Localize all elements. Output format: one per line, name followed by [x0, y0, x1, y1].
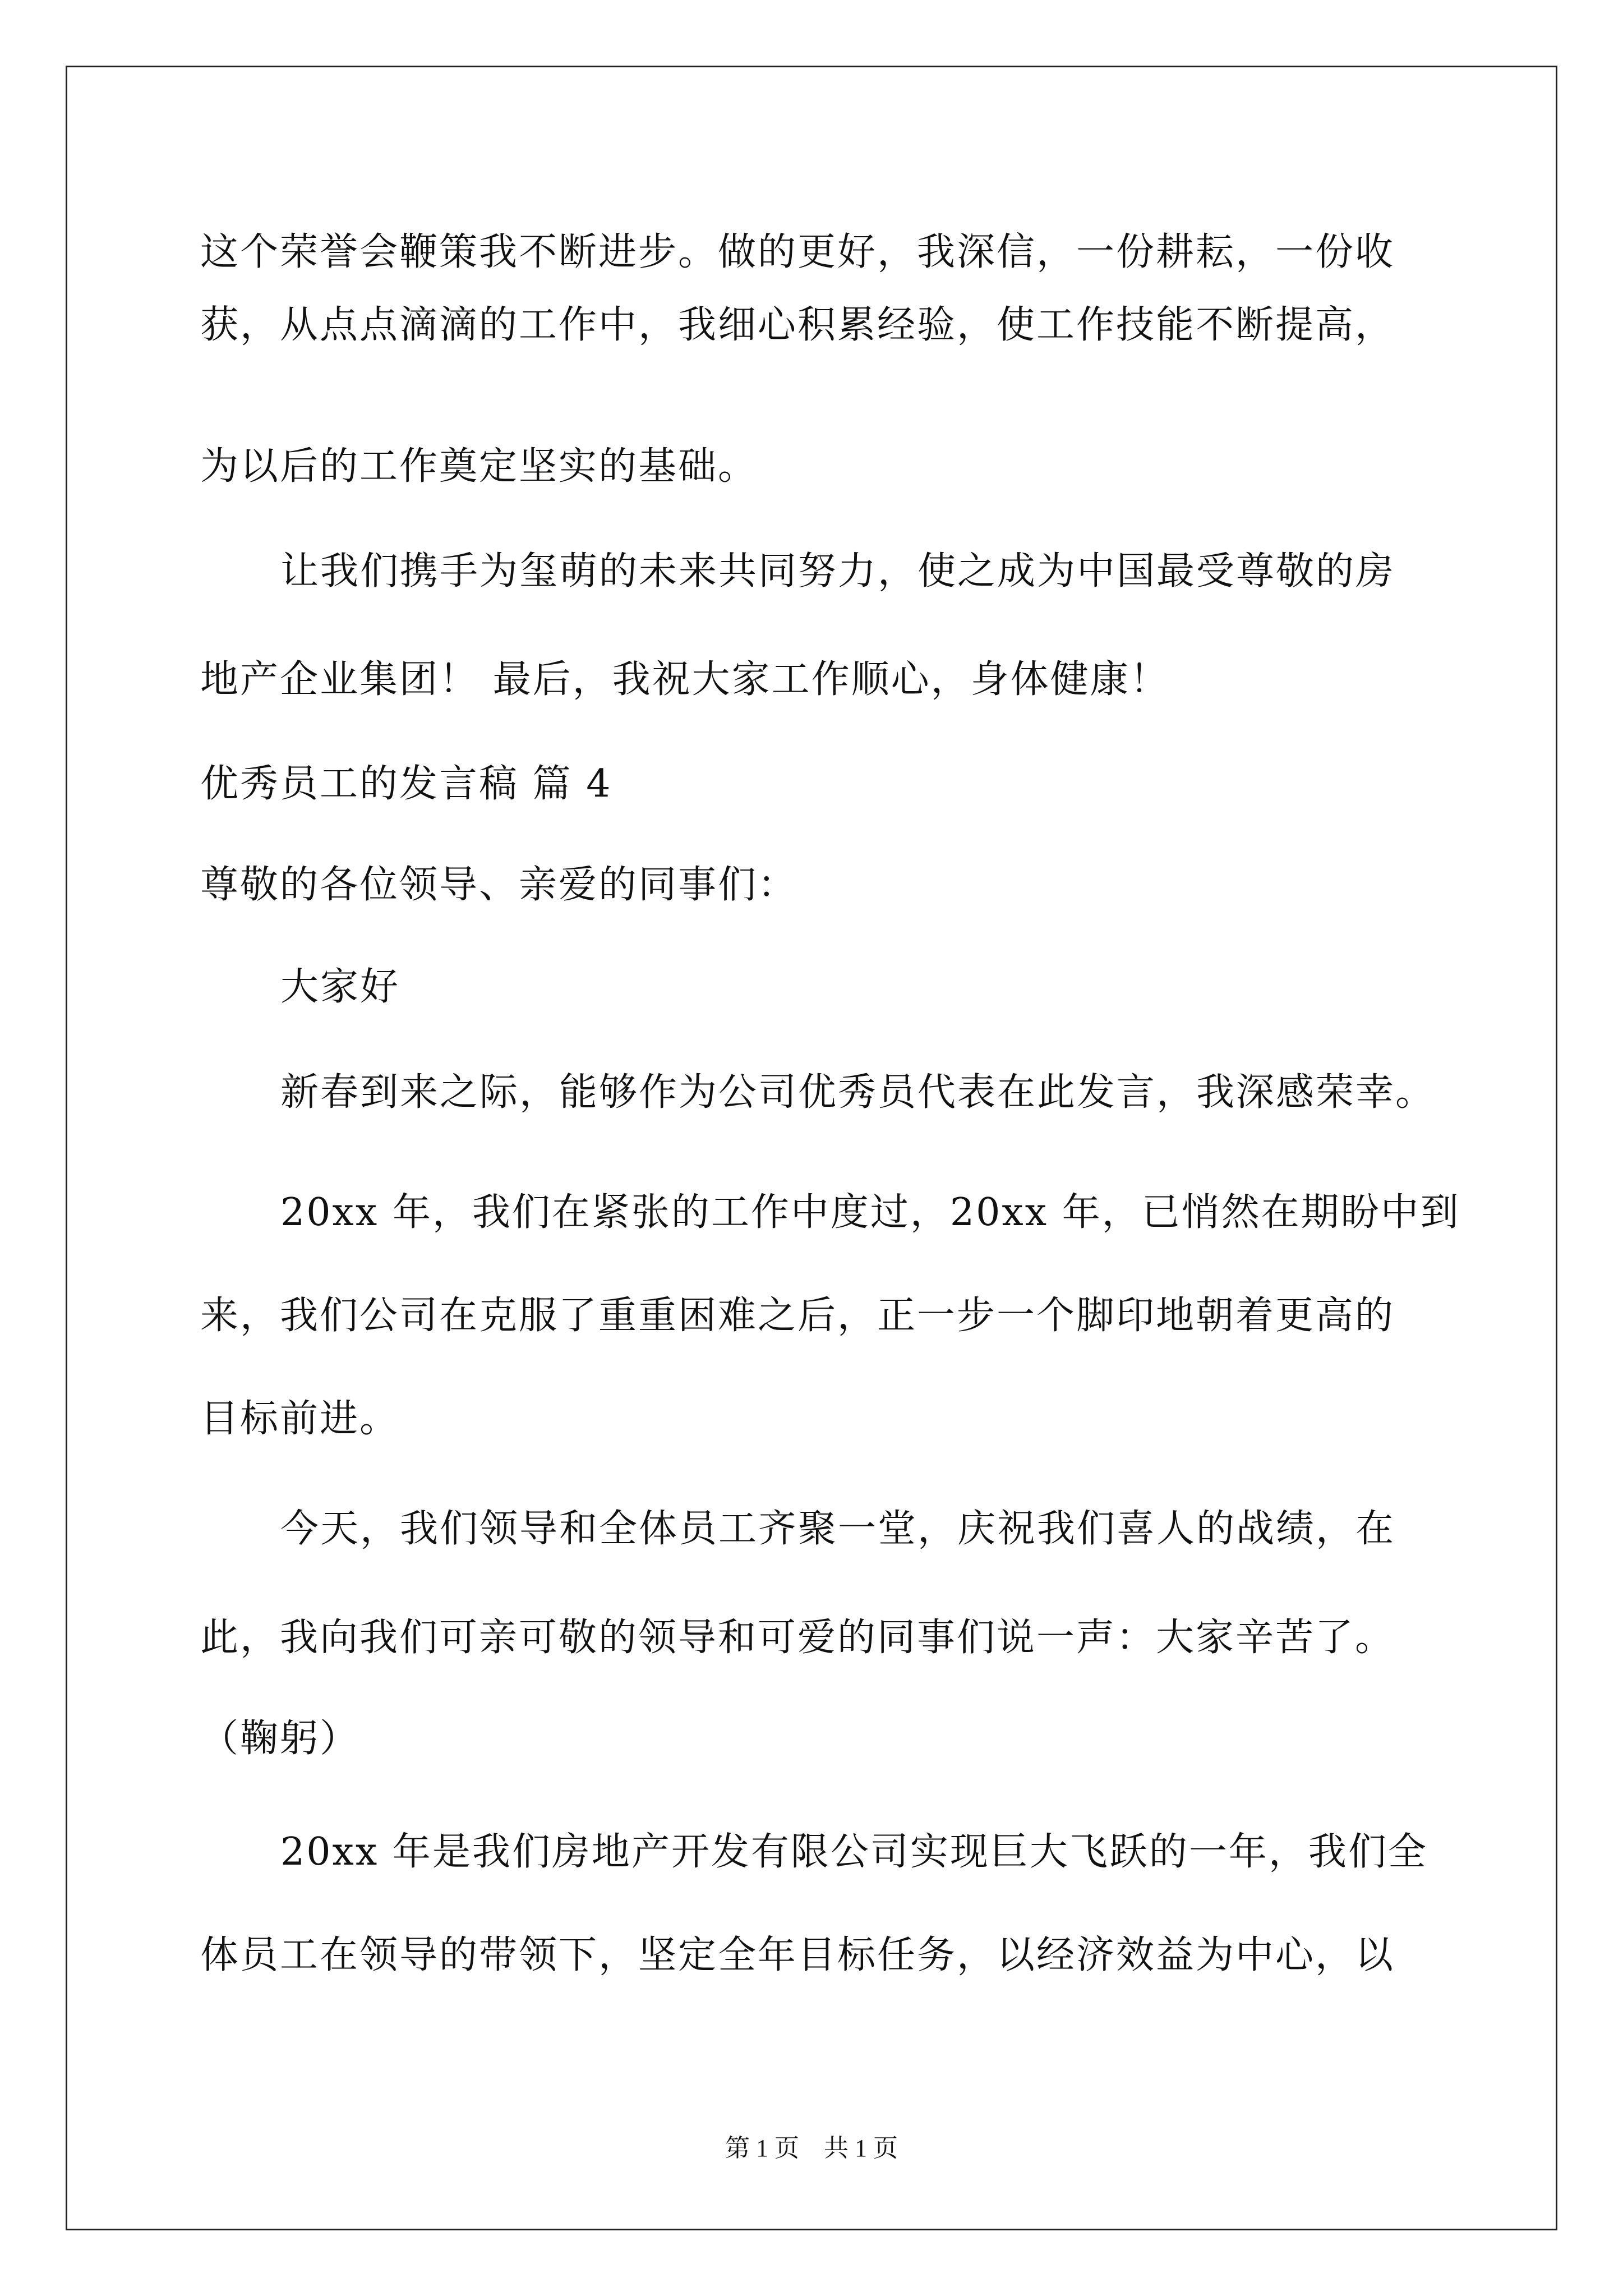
body-line: 为以后的工作奠定坚实的基础。	[200, 444, 758, 489]
salutation: 尊敬的各位领导、亲爱的同事们：	[200, 863, 798, 907]
body-line: 目标前进。	[200, 1397, 400, 1441]
body-line: 来，我们公司在克服了重重困难之后，正一步一个脚印地朝着更高的	[200, 1294, 1395, 1338]
body-line: 获，从点点滴滴的工作中，我细心积累经验，使工作技能不断提高，	[200, 303, 1395, 347]
body-line: 这个荣誉会鞭策我不断进步。做的更好，我深信，一份耕耘，一份收	[200, 230, 1395, 274]
body-line: 20xx 年是我们房地产开发有限公司实现巨大飞跃的一年，我们全	[280, 1830, 1428, 1874]
section-heading: 优秀员工的发言稿 篇 4	[200, 762, 612, 806]
page-number-footer: 第 1 页 共 1 页	[725, 2134, 898, 2162]
body-line: （鞠躬）	[200, 1717, 360, 1761]
greeting: 大家好	[280, 965, 400, 1009]
body-line: 体员工在领导的带领下，坚定全年目标任务，以经济效益为中心，以	[200, 1933, 1395, 1977]
body-line: 此，我向我们可亲可敬的领导和可爱的同事们说一声：大家辛苦了。	[200, 1616, 1395, 1660]
page-border	[66, 66, 1557, 2230]
body-line: 今天，我们领导和全体员工齐聚一堂，庆祝我们喜人的战绩，在	[280, 1507, 1396, 1551]
body-line: 新春到来之际，能够作为公司优秀员代表在此发言，我深感荣幸。	[280, 1070, 1436, 1115]
body-line: 让我们携手为玺萌的未来共同努力，使之成为中国最受尊敬的房	[280, 549, 1396, 593]
body-line: 地产企业集团！ 最后，我祝大家工作顺心，身体健康！	[200, 657, 1170, 702]
body-line: 20xx 年，我们在紧张的工作中度过，20xx 年，已悄然在期盼中到	[280, 1190, 1460, 1235]
